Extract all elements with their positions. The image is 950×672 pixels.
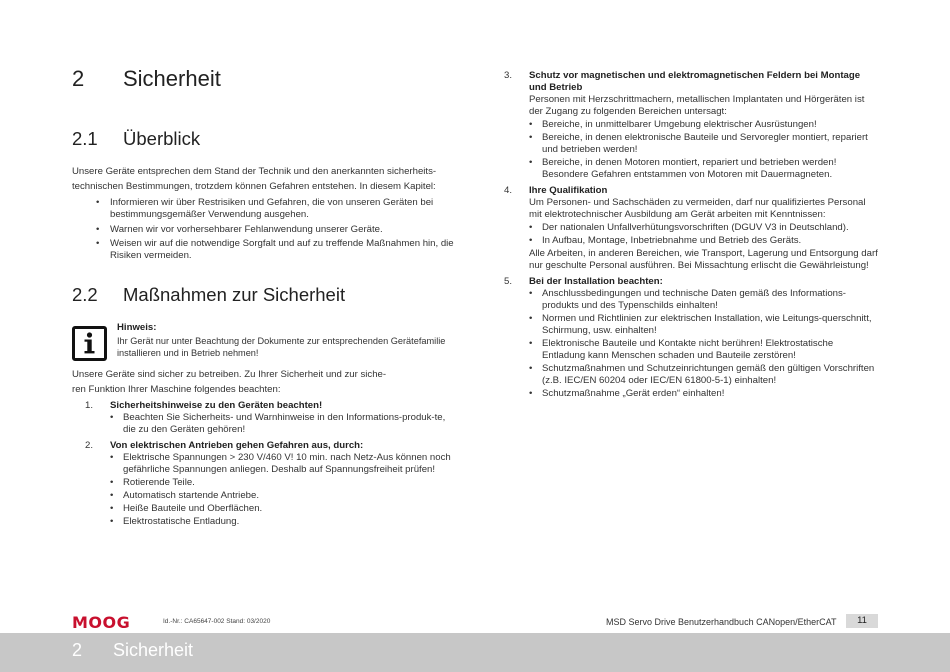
document-id: Id.-Nr.: CA65647-002 Stand: 03/2020 bbox=[163, 618, 271, 625]
list-item-text: Anschlussbedingungen und technische Daten gemäß des Informations-produkts und des Typenschilds einhalten! bbox=[542, 288, 846, 311]
chapter-title-text: Sicherheit bbox=[123, 66, 221, 91]
bullet-marker: • bbox=[110, 516, 114, 527]
item-bullets bbox=[529, 222, 878, 247]
item-number: 4. bbox=[504, 185, 513, 196]
list-item-text: Informieren wir über Restrisiken und Gefahren, die von unseren Geräten bei bestimmungsgemäßer Verwendung ausgehen. bbox=[110, 197, 434, 220]
chapter-number: 2 bbox=[72, 66, 85, 91]
bullet-marker: • bbox=[529, 288, 533, 299]
bullet-marker: • bbox=[529, 222, 533, 233]
list-item bbox=[529, 235, 878, 247]
item-heading: Von elektrischen Antrieben gehen Gefahren aus, durch: bbox=[110, 440, 364, 451]
chapter-footer-label bbox=[72, 640, 193, 661]
bullet-marker: • bbox=[110, 477, 114, 488]
section-title-text: Überblick bbox=[123, 128, 201, 149]
overview-intro bbox=[72, 165, 472, 194]
item-bullets bbox=[110, 412, 455, 436]
safety-intro-line: ren Funktion Ihrer Maschine folgendes beachten: bbox=[72, 383, 281, 395]
item-heading: Sicherheitshinweise zu den Geräten beachten! bbox=[110, 400, 323, 411]
moog-logo: MOOG bbox=[72, 613, 131, 632]
safety-numbered-list bbox=[85, 400, 455, 532]
bullet-marker: • bbox=[529, 313, 533, 324]
overview-intro-line: Unsere Geräte entsprechen dem Stand der Technik und den anerkannten sicherheits- bbox=[72, 166, 437, 177]
item-bullets bbox=[529, 119, 878, 181]
list-item bbox=[110, 452, 455, 476]
item-text: Personen mit Herzschrittmachern, metallischen Implantaten und Hörgeräten ist der Zugang zu folgenden Bereichen untersagt: bbox=[529, 94, 865, 117]
item-text: Alle Arbeiten, in anderen Bereichen, wie Transport, Lagerung und Entsorgung darf nur geschulte Personal ausführen. Bei Missachtung erlischt die Gewährleistung! bbox=[529, 248, 878, 271]
list-item-text: Elektronische Bauteile und Kontakte nicht berühren! Elektrostatische Entladung kann Menschen schaden und Bauteile zerstören! bbox=[542, 338, 834, 361]
list-item bbox=[110, 477, 455, 489]
info-icon bbox=[72, 326, 107, 361]
list-item bbox=[529, 119, 878, 131]
safety-intro-line: Unsere Geräte sind sicher zu betreiben. Zu Ihrer Sicherheit und zur siche- bbox=[72, 369, 387, 380]
section-number: 2.1 bbox=[72, 128, 98, 149]
safety-intro bbox=[72, 368, 462, 397]
list-item bbox=[529, 222, 878, 234]
numbered-item bbox=[504, 185, 878, 272]
bullet-marker: • bbox=[529, 119, 533, 130]
list-item bbox=[110, 516, 455, 528]
item-number: 5. bbox=[504, 276, 513, 287]
list-item bbox=[529, 157, 878, 181]
numbered-item bbox=[504, 276, 878, 400]
list-item bbox=[110, 490, 455, 502]
page-number: 11 bbox=[846, 614, 878, 628]
section-title-overview bbox=[72, 128, 200, 150]
item-heading: Bei der Installation beachten: bbox=[529, 276, 663, 287]
list-item-text: Normen und Richtlinien zur elektrischen Installation, wie Leitungs-querschnitt, Schirmung, usw. einhalten! bbox=[542, 313, 872, 336]
section-title-safety-measures bbox=[72, 284, 345, 306]
numbered-item bbox=[504, 70, 878, 181]
list-item bbox=[529, 288, 878, 312]
chapter-footer-title: Sicherheit bbox=[113, 640, 194, 660]
numbered-item bbox=[85, 440, 455, 528]
bullet-marker: • bbox=[529, 132, 533, 143]
list-item-text: Elektrostatische Entladung. bbox=[123, 516, 240, 527]
bullet-marker: • bbox=[529, 157, 533, 168]
list-item-text: Bereiche, in denen Motoren montiert, repariert und betrieben werden! Besondere Gefahren entstammen von Motoren mit Dauermagneten. bbox=[542, 157, 837, 180]
item-heading: Schutz vor magnetischen und elektromagnetischen Feldern bei Montage und Betrieb bbox=[529, 70, 861, 93]
overview-bullet-list bbox=[96, 197, 456, 265]
list-item bbox=[110, 503, 455, 515]
section-number: 2.2 bbox=[72, 284, 98, 305]
bullet-marker: • bbox=[529, 363, 533, 374]
list-item-text: Beachten Sie Sicherheits- und Warnhinweise in den Informations-produk-te, die zu den Geräten gehören! bbox=[123, 412, 446, 435]
item-number: 2. bbox=[85, 440, 94, 451]
bullet-marker: • bbox=[96, 238, 100, 249]
list-item bbox=[529, 388, 878, 400]
list-item-text: Warnen wir vor vorhersehbarer Fehlanwendung unserer Geräte. bbox=[110, 223, 383, 235]
list-item-text: Schutzmaßnahme „Gerät erden“ einhalten! bbox=[542, 388, 725, 399]
bullet-marker: • bbox=[110, 452, 114, 463]
right-numbered-list bbox=[504, 70, 878, 404]
list-item bbox=[529, 338, 878, 362]
bullet-marker: • bbox=[529, 235, 533, 246]
list-item bbox=[110, 412, 455, 436]
bullet-marker: • bbox=[110, 503, 114, 514]
bullet-marker: • bbox=[110, 490, 114, 501]
note-title: Hinweis: bbox=[117, 322, 157, 333]
list-item-text: Rotierende Teile. bbox=[123, 477, 195, 488]
list-item-text: Schutzmaßnahmen und Schutzeinrichtungen gemäß den gültigen Vorschriften (z.B. IEC/EN 60204 oder IEC/EN 61800-5-1) einhalten! bbox=[542, 363, 875, 386]
item-bullets bbox=[110, 452, 455, 528]
list-item-text: Elektrische Spannungen > 230 V/460 V! 10 min. nach Netz-Aus können noch gefährliche Spannungen anliegen. Deshalb auf Spannungsfreiheit prüfen! bbox=[123, 452, 451, 475]
list-item-text: Weisen wir auf die notwendige Sorgfalt und auf zu treffende Maßnahmen hin, die Risiken vermeiden. bbox=[110, 238, 454, 261]
list-item bbox=[96, 224, 456, 236]
bullet-marker: • bbox=[110, 412, 114, 423]
bullet-marker: • bbox=[96, 197, 100, 208]
item-heading: Ihre Qualifikation bbox=[529, 185, 608, 196]
bullet-marker: • bbox=[96, 223, 100, 235]
item-text: Um Personen- und Sachschäden zu vermeiden, darf nur qualifiziertes Personal mit elektrotechnischer Ausbildung am Gerät arbeiten mit Kenntnissen: bbox=[529, 197, 866, 220]
section-title-text: Maßnahmen zur Sicherheit bbox=[123, 284, 346, 305]
overview-intro-line: technischen Bestimmungen, trotzdem können Gefahren entstehen. In diesem Kapitel: bbox=[72, 180, 436, 192]
list-item-text: Bereiche, in denen elektronische Bauteile und Servoregler montiert, repariert und betrieben werden! bbox=[542, 132, 868, 155]
item-bullets bbox=[529, 288, 878, 400]
list-item bbox=[529, 313, 878, 337]
note-text: Ihr Gerät nur unter Beachtung der Dokumente zur entsprechenden Gerätefamilie installieren und in Betrieb nehmen! bbox=[117, 336, 446, 358]
item-number: 3. bbox=[504, 70, 513, 81]
list-item bbox=[96, 238, 456, 262]
list-item-text: Automatisch startende Antriebe. bbox=[123, 490, 259, 501]
chapter-title bbox=[72, 66, 221, 92]
list-item bbox=[96, 197, 456, 221]
bullet-marker: • bbox=[529, 338, 533, 349]
bullet-marker: • bbox=[529, 388, 533, 399]
list-item-text: In Aufbau, Montage, Inbetriebnahme und Betrieb des Geräts. bbox=[542, 235, 802, 246]
manual-title: MSD Servo Drive Benutzerhandbuch CANopen/EtherCAT bbox=[606, 617, 837, 627]
list-item-text: Der nationalen Unfallverhütungsvorschriften (DGUV V3 in Deutschland). bbox=[542, 222, 849, 233]
chapter-footer-number: 2 bbox=[72, 640, 83, 660]
list-item-text: Bereiche, in unmittelbarer Umgebung elektrischer Ausrüstungen! bbox=[542, 119, 817, 130]
list-item bbox=[529, 363, 878, 387]
item-number: 1. bbox=[85, 400, 94, 411]
numbered-item bbox=[85, 400, 455, 436]
list-item-text: Heiße Bauteile und Oberflächen. bbox=[123, 503, 263, 514]
chapter-footer-bar bbox=[0, 633, 950, 672]
list-item bbox=[529, 132, 878, 156]
